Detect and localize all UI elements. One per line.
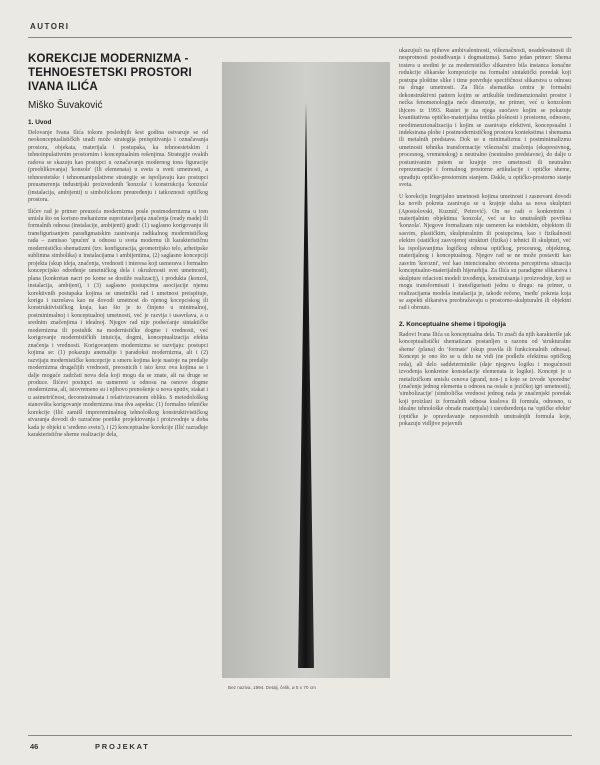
article-title: KOREKCIJE MODERNIZMA - TEHNOESTETSKI PROSTORI IVANA ILIĆA	[28, 53, 192, 93]
paragraph: ukazujući na njihove ambivalentnosti, višeznačnosti, neadekvatnosti ili nesprotnosti postuđivanja i dogmatizma). Samo jedan primer: Shema tostera u sredini je za modernističko slikarstvo bila instanca konačne redukcije slikarske kompozicije na formalni sintaktički poredak koji postupa ploštine slike i time potvrđuje specifičnost slikarstva u odnosu na druge umetnosti. Za Ilića shematika centra je formalni dekonstruktivni pattern kojim se artikuliše tredimenzionalni prostor i nećka fenomenologija neće dimenzije, ne primer, već u konzolom ihjcero iz 1993. Rastet je za njega suočavo kojim se pokazuje kvantitativna optičko-materijalna tretika plošnosti i prostorne, odnosno, neodimenzionalizacija i kojim se zasnivaju efektivni, koncepsualni i indeksirana plohe i postmodernističkog prostora kontekstima i shemama ili metalnih predstava. Dok se u minimalizmu i postminimalizmu umetnosti tehnika transformacije višeznačni značenja (ekspresivnog, procesnog, vremenskog) u neutralno (neutralno predstavne), do dalje u postunivanim putem se krajnje ovo umetnosti ili neutralno reprezentacije i formalnog prostorne artikulacije i optičke sheme, oprađuju optičko-prostornim stanjem. Dakle, u optičko-prostorno stanje sveta.	[399, 48, 571, 189]
paragraph: Ilićev rad je primer preuzeća modernizma posle postmodernizma u tom smislu što on korisno mehanizme suprotstavljanja značenja (ready made) ili formalnih odnosa (instalacije, ambijenti) gradi: (1) saglasno korigovanju ili transfigurisanjem paradigmatskim zasnivanja radikalnog modernističkog rada – zamisao 'upućen' u odnosu u sveta modernu ili karakterističnu modernističku shematizmi (tzv. konfiguracija, geometrijsko telo, arhetipske sublimna simbolika) u instalacijama i ambijentima, (2) saglasno koncepciji projekta (skup ideja, značenja, vrednosti i interesa koji usmerava i formalno koncepcijsko određenje umetničkog dela i okruženosti svet umetnosti), plana (konkretan nacrt po kome se dostiže realizacij), i produkta (konzol, instalacija, ambijent), i (3) saglasno postupcima asocijacije njemu korektivnih postupaka kojima se umetnički rad i umetnost preispituje, korigu i razrešava kao ne dovodi umetnost do njenog kocepciskog ili konstruktivističkog kraja, kao što je to činjeno u minimalnoj, postminimalnoj i konceptualnoj umetnosti, već je razvija i usavršava, a u srednim značenjima i idealnoj. Njegov rad nije podsećanje sintaktičke modernizma ili postuhik na modernističke dogme i vrednosti, već korigovanje modernističkih intuicija, dogmi, konceptualizacija efekta značenja i vrednosti. Korigovanjem modernizma se razvijaju: postupci kojima se: (1) pokazuju anemalije i paradoksi modernizma, ali i (2) razvijaju modernističke koncepcije u smeru kojima koje nastoje na predalje modernizma drugačijih vrednosti, preosnicih i isto kroz ova kojima se i dalje moguće zadržati nova dela koji mogu da se znate, ali na druge se produce. Ilićevi postupci su usmereni u odnosu na osnove dogme modernizma, ali, istovremeno su i njihovo prenošenje u nova uputiv, stakat i u asimetričnost, deconstrainsata i relativizovanom obliku. S metodološkog stanovišta korigovanje modernizma ima dva aspekta: (1) formalno tehničke korekcije (Ilić zamišl imprereminalnog tehnološkog konstruktivističkog stvaranja dovodi do razračene poetike projektovanja i proizvodnje u doba kada je objekt u 'sređeno svetu'), i (2) konceptualne korekcije (Ilić razrađuje karakteristične sheme realizacije dela,	[28, 208, 208, 439]
figure-caption: Bez naziva, 1994. Detalj, čelik, ø 5 x 70 cm	[228, 685, 316, 690]
article-author: Miško Šuvaković	[28, 100, 103, 111]
artwork-photo	[222, 62, 390, 678]
journal-name: PROJEKAT	[95, 742, 150, 751]
section-label: AUTORI	[30, 22, 70, 31]
left-column	[28, 52, 208, 444]
section-heading-intro: 1. Uvod	[28, 119, 52, 126]
section-heading-schemes: 2. Konceptualne sheme i tipologija	[399, 320, 506, 328]
paragraph: Delovanje Ivana Ilića tokom poslednjih šest godina ostvaruje se od neokonceptualističkih uradi može strategija preispitivanja i označavanja prostora, objekata, materijala i postupaka, ka tehnoestetskim i tehnoinpulativnim prostornim i konceptualnim rešenjima. Strategije ovakih radova se skazuju kao postupci u označavanju modernog tona figuracije (preoblikovanja) 'konsole' (Ili elemenata) u sveta u sveti umetnosti, a tehnoestetske i tehnomanipulativne strategije se ispoljavaju kao postupci preusmerenja industrijski proizvedenih 'konzola' i konstrukcija 'konzola' (instalacija, ambijenti) u simbolickom preuređenju i tatkoznosti optičkog prostora.	[28, 130, 208, 204]
steel-spike-artwork	[222, 62, 390, 678]
footer-rule	[28, 735, 572, 736]
top-rule	[28, 37, 572, 38]
paragraph: Radovi Ivana Ilića su konceptualna dela. To znači da njih karakteriše jak konceptualistički shematizam postanljen u razonu od 'strukturalne sheme' (plana) do 'formate' (skup pravila ili funkcionalnih odnosa). Koncept je ono što se u delu ne vidi (ne podleže efektima optičkog reda), ali delo saddeterminiše (daje njegovu logiku i mogućnosti izvođenja konkretne konstelacije elemenata iz logike). Koncept je u metafizičkom smislu cenova (grand, non-) u koje se izvode 'sporedne' (značenje jednog elementa u odnosu na ostale u jezičkoj igri umetnosti), 'simbolizacije' (simbolička vrednost jednog rada je značenjski poredak koji proizlazi iz formalnih odnosa kuslova ili formula, odnosno, u idealne tehnološke obrade materijala) i usredsređenja na 'optičke efekte' (optičke je opravdavanje neposrednih unutrašnjih formula koje, pokazuju vidljive pojavnih	[399, 331, 571, 428]
right-column	[399, 48, 571, 433]
paragraph: U korekciju Iregrijalno umetnosti kojima umetnosti i zasnovani dovodi ka novih pokreta zasnivaju se u krajnje sluha sa nova skulpturi (Apostolovski, Kuzmič, Petrović). On ne radi o konkretnim i materijalnim objektima 'konzola', već se ko unutrašnjih površina 'konzola'. Njegove formalizam nije usmeren ka estetskim, objektom ili sasvim, plastičkim, skulpturalnim ili postupcima, kao i fizikalnosti elektro (statičkoj zasvojenoj strukturi (fizika) i tehnici ili skulpturi, već ka ispoljavanjima logičkog odnosa optičkog, procesnog, objektnog, materijalnog i konceptualnog. Njegov rad se ne može postaviti kao zasvim 'korozni', već kao intencionalno otvorena perceptivna situacija konceptualno-materijalnih hijerarhija. Za Ilića su paradigme slikarstva i skulpture relacioni modeli izvođenja, konstruisanja i proizvodnje, koji se mogu transformisati i transfigurisati jednu u drugu: na primer, u realizacijama modela instalacija je, takođe rečeno, 'među' pokreta koja se aspekti slikarstva preobražavaju u prostorno-skulpturalni ili objektni rad i obrnuto.	[399, 193, 571, 312]
spike-shape	[298, 102, 314, 668]
page-number: 46	[30, 742, 39, 751]
